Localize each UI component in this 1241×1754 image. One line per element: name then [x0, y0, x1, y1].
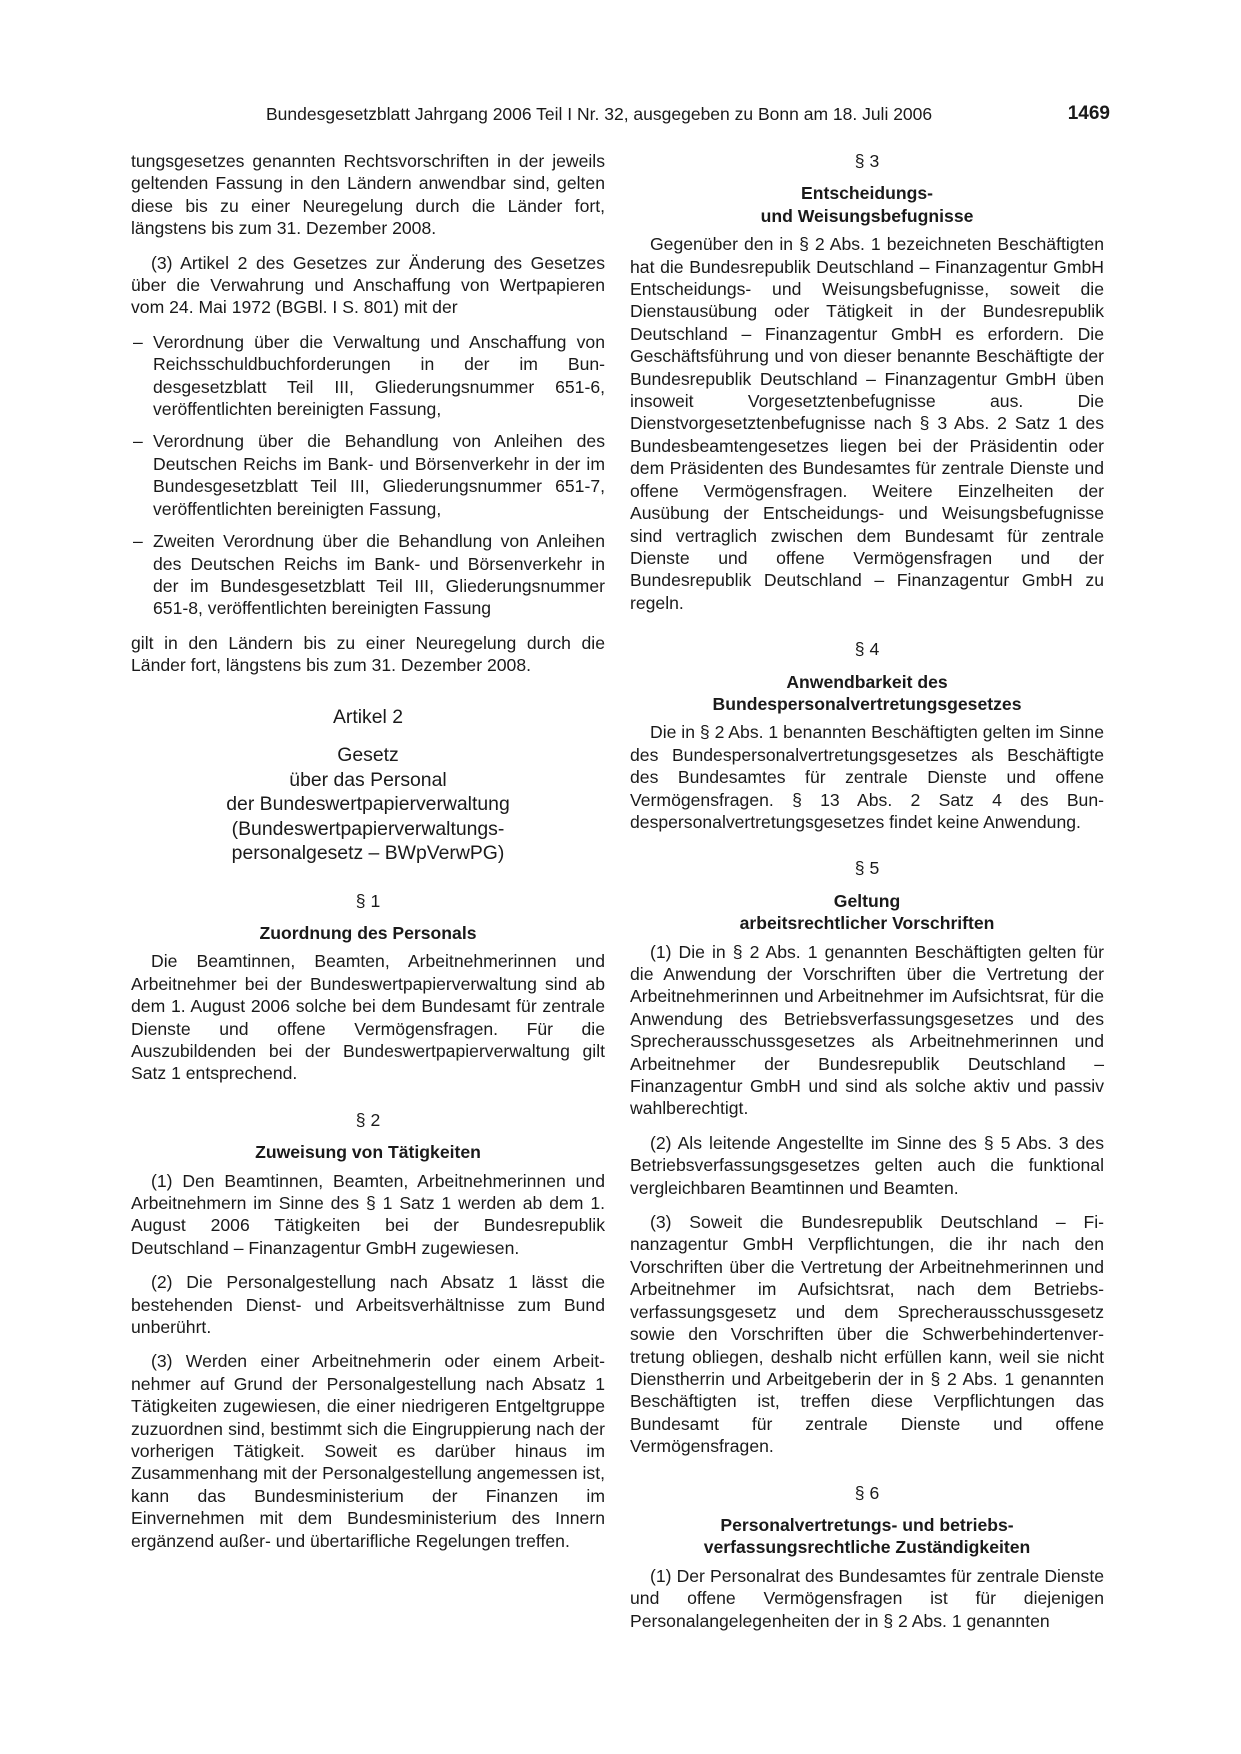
section-4-text: Die in § 2 Abs. 1 benannten Beschäftigten gelten im Sinne des Bundespersonalvertretungsgesetzes als Beschäftigte des Bundesamtes für zentrale Dienste und offene Vermögensfragen. § 13 Abs. 2 Satz 4 des Bundespersonalvertretungsgesetzes findet keine Anwendung.: [630, 722, 1104, 832]
dash-list: [131, 331, 605, 620]
section-sign-5: § 5: [854, 858, 880, 879]
article-title-line: Gesetz: [337, 744, 399, 767]
section-2-paragraph-3: (3) Werden einer Arbeitnehmerin oder einem Arbeitnehmer auf Grund der Personalgestellung nach Absatz 1 Tätigkeiten zugewiesen, die einer niedrigeren Entgeltgruppe zuzuordnen sind, bestimmt sich die Eingruppierung nach der vorherigen Tätigkeit. Soweit es darüber hinaus im Zusammenhang mit der Personalgestellung angemessen ist, kann das Bundesministerium der Finanzen im Einvernehmen mit dem Bundesministerium des Innern ergänzend außer- und übertarifliche Regelungen treffen.: [131, 1351, 605, 1551]
section-6-paragraph-1: (1) Der Personalrat des Bundesamtes für zentrale Dienste und offene Vermögensfragen ist für diejenigen Personalangelegenheiten der in § 2 Abs. 1 genannten: [630, 1565, 1104, 1631]
section-title-1: Zuordnung des Personals: [259, 922, 477, 943]
article-number: Artikel 2: [332, 705, 404, 728]
closing-paragraph: gilt in den Ländern bis zu einer Neuregelung durch die Länder fort, längstens bis zum 31. Dezember 2008.: [131, 632, 605, 676]
article-title-line: (Bundeswertpapierverwaltungs-: [231, 817, 505, 840]
section-title-line: und Weisungsbefugnisse: [760, 205, 974, 226]
article-title-line: personalgesetz – BWpVerwPG): [231, 842, 505, 865]
dash-item: – Zweiten Verordnung über die Behandlung von Anleihen des Deutschen Reichs im Bank- und Börsenverkehr in der im Bundesgesetzblatt Teil III, Gliederungsnummer 651-8, veröffentlichten bereinigten Fassung: [131, 530, 605, 620]
section-2-paragraph-1: (1) Den Beamtinnen, Beamten, Arbeitnehmerinnen und Arbeitnehmern im Sinne des § 1 Satz 1 werden ab dem 1. August 2006 Tätigkeiten bei der Bundesrepublik Deutschland – Finanzagentur GmbH zugewiesen.: [131, 1170, 605, 1258]
section-title-line: Personalvertretungs- und betriebs-: [720, 1514, 1014, 1535]
section-sign-3: § 3: [854, 151, 880, 171]
section-5-paragraph-2: (2) Als leitende Angestellte im Sinne des § 5 Abs. 3 des Betriebsverfassungsgesetzes gelten auch die funktional vergleichbaren Beamtinnen und Beamten.: [630, 1132, 1104, 1198]
section-title-line: Anwendbarkeit des: [786, 671, 948, 692]
section-title-line: Geltung: [833, 890, 901, 911]
page-number: 1469: [1067, 103, 1110, 124]
section-sign-6: § 6: [854, 1482, 880, 1503]
left-column: [131, 150, 605, 1564]
article-title-line: der Bundeswertpapierverwaltung: [226, 793, 510, 816]
section-sign-1: § 1: [355, 890, 381, 911]
section-title-3: [630, 182, 1104, 227]
section-sign-2: § 2: [355, 1109, 381, 1130]
dash-item: – Verordnung über die Behandlung von Anleihen des Deutschen Reichs im Bank- und Börsenverkehr in der im Bundesgesetzblatt Teil III, Gliederungsnummer 651-7, veröffentlichten bereinigten Fassung,: [131, 430, 605, 520]
section-title-line: arbeitsrechtlicher Vorschriften: [739, 913, 995, 934]
section-title-2: Zuweisung von Tätigkeiten: [255, 1142, 481, 1163]
section-title-5: [630, 890, 1104, 935]
section-title-line: Bundespersonalvertretungsgesetzes: [712, 693, 1022, 714]
section-3-text: Gegenüber den in § 2 Abs. 1 bezeichneten Beschäftigten hat die Bundesrepublik Deutschland – Finanzagentur GmbH Entscheidungs- und Weisungsbefugnisse, soweit die Dienstausübung oder Tätigkeit in der Bundesrepublik Deutschland – Finanzagentur GmbH es erfordern. Die Geschäftsführung und von dieser benannte Beschäftigte der Bundesrepublik Deutschland – Finanzagentur GmbH üben insoweit Vorgesetztenbefugnisse aus. Die Dienstvorgesetztenbefugnisse nach § 3 Abs. 2 Satz 1 des Bundesbeamtengesetzes liegen bei der Präsidentin oder dem Präsidenten des Bundesamtes für zentrale Dienste und offene Vermögensfragen. Weitere Einzelheiten der Ausübung der Entscheidungs- und Weisungsbefugnisse sind vertraglich zwischen dem Bundesamt für zentrale Dienste und offene Vermögensfragen und der Bundesrepublik Deutschland – Finanzagentur GmbH zu regeln.: [630, 234, 1104, 613]
section-title-4: [630, 671, 1104, 716]
section-title-line: Entscheidungs-: [801, 183, 933, 204]
article-heading: [131, 705, 605, 866]
page-header: [130, 100, 1110, 128]
continued-paragraph: tungsgesetzes genannten Rechtsvorschriften in der jeweils geltenden Fassung in den Ländern anwendbar sind, gelten diese bis zu einer Neuregelung durch die Länder fort, längstens bis zum 31. Dezember 2008.: [131, 151, 605, 239]
section-5-paragraph-3: (3) Soweit die Bundesrepublik Deutschland – Finanzagentur GmbH Verpflichtungen, die ihr nach den Vorschriften über die Vertretung der Arbeitnehmerinnen und Arbeitnehmer im Aufsichtsrat, nach dem Betriebsverfassungsgesetz und dem Sprecherausschussgesetz sowie den Vorschriften über die Schwerbehindertenvertretung obliegen, deshalb nicht erfüllen kann, weil sie nicht Dienstherrin und Arbeitgeberin der in § 2 Abs. 1 genannten Beschäftigten ist, treffen diese Verpflichtungen das Bundesamt für zentrale Dienste und offene Vermögensfragen.: [630, 1212, 1104, 1457]
section-1-text: Die Beamtinnen, Beamten, Arbeitnehmerinnen und Arbeitnehmer bei der Bundeswertpapierverwaltung sind ab dem 1. August 2006 solche bei dem Bundesamt für zentrale Dienste und offene Vermögensfragen. Für die Auszubildenden bei der Bundeswertpapierverwaltung gilt Satz 1 entsprechend.: [131, 951, 605, 1084]
section-2-paragraph-2: (2) Die Personalgestellung nach Absatz 1 lässt die bestehenden Dienst- und Arbeitsverhältnisse zum Bund unberührt.: [131, 1272, 605, 1338]
running-header: Bundesgesetzblatt Jahrgang 2006 Teil I Nr. 32, ausgegeben zu Bonn am 18. Juli 2006: [266, 104, 933, 124]
section-sign-4: § 4: [854, 639, 880, 660]
paragraph-3: (3) Artikel 2 des Gesetzes zur Änderung des Gesetzes über die Verwahrung und Anschaffung von Wertpapieren vom 24. Mai 1972 (BGBl. I S. 801) mit der: [131, 252, 605, 318]
section-title-6: [630, 1514, 1104, 1559]
section-title-line: verfassungsrechtliche Zuständigkeiten: [703, 1537, 1031, 1558]
section-5-paragraph-1: (1) Die in § 2 Abs. 1 genannten Beschäftigten gelten für die Anwendung der Vorschriften über die Vertretung der Arbeitnehmerinnen und Arbeitnehmer im Aufsichtsrat, für die Anwendung des Betriebsverfassungsgesetzes und des Sprecherausschussgesetzes als Arbeitnehmerinnen und Arbeitnehmer der Bundesrepublik Deutschland – Finanzagentur GmbH und sind als solche aktiv und passiv wahlberechtigt.: [630, 941, 1104, 1119]
article-title-line: über das Personal: [289, 768, 447, 791]
dash-item: – Verordnung über die Verwaltung und Anschaffung von Reichsschuldbuchforderungen in der im Bundesgesetzblatt Teil III, Gliederungsnummer 651-6, veröffentlichten bereinigten Fassung,: [131, 331, 605, 421]
right-column: [630, 150, 1104, 1644]
